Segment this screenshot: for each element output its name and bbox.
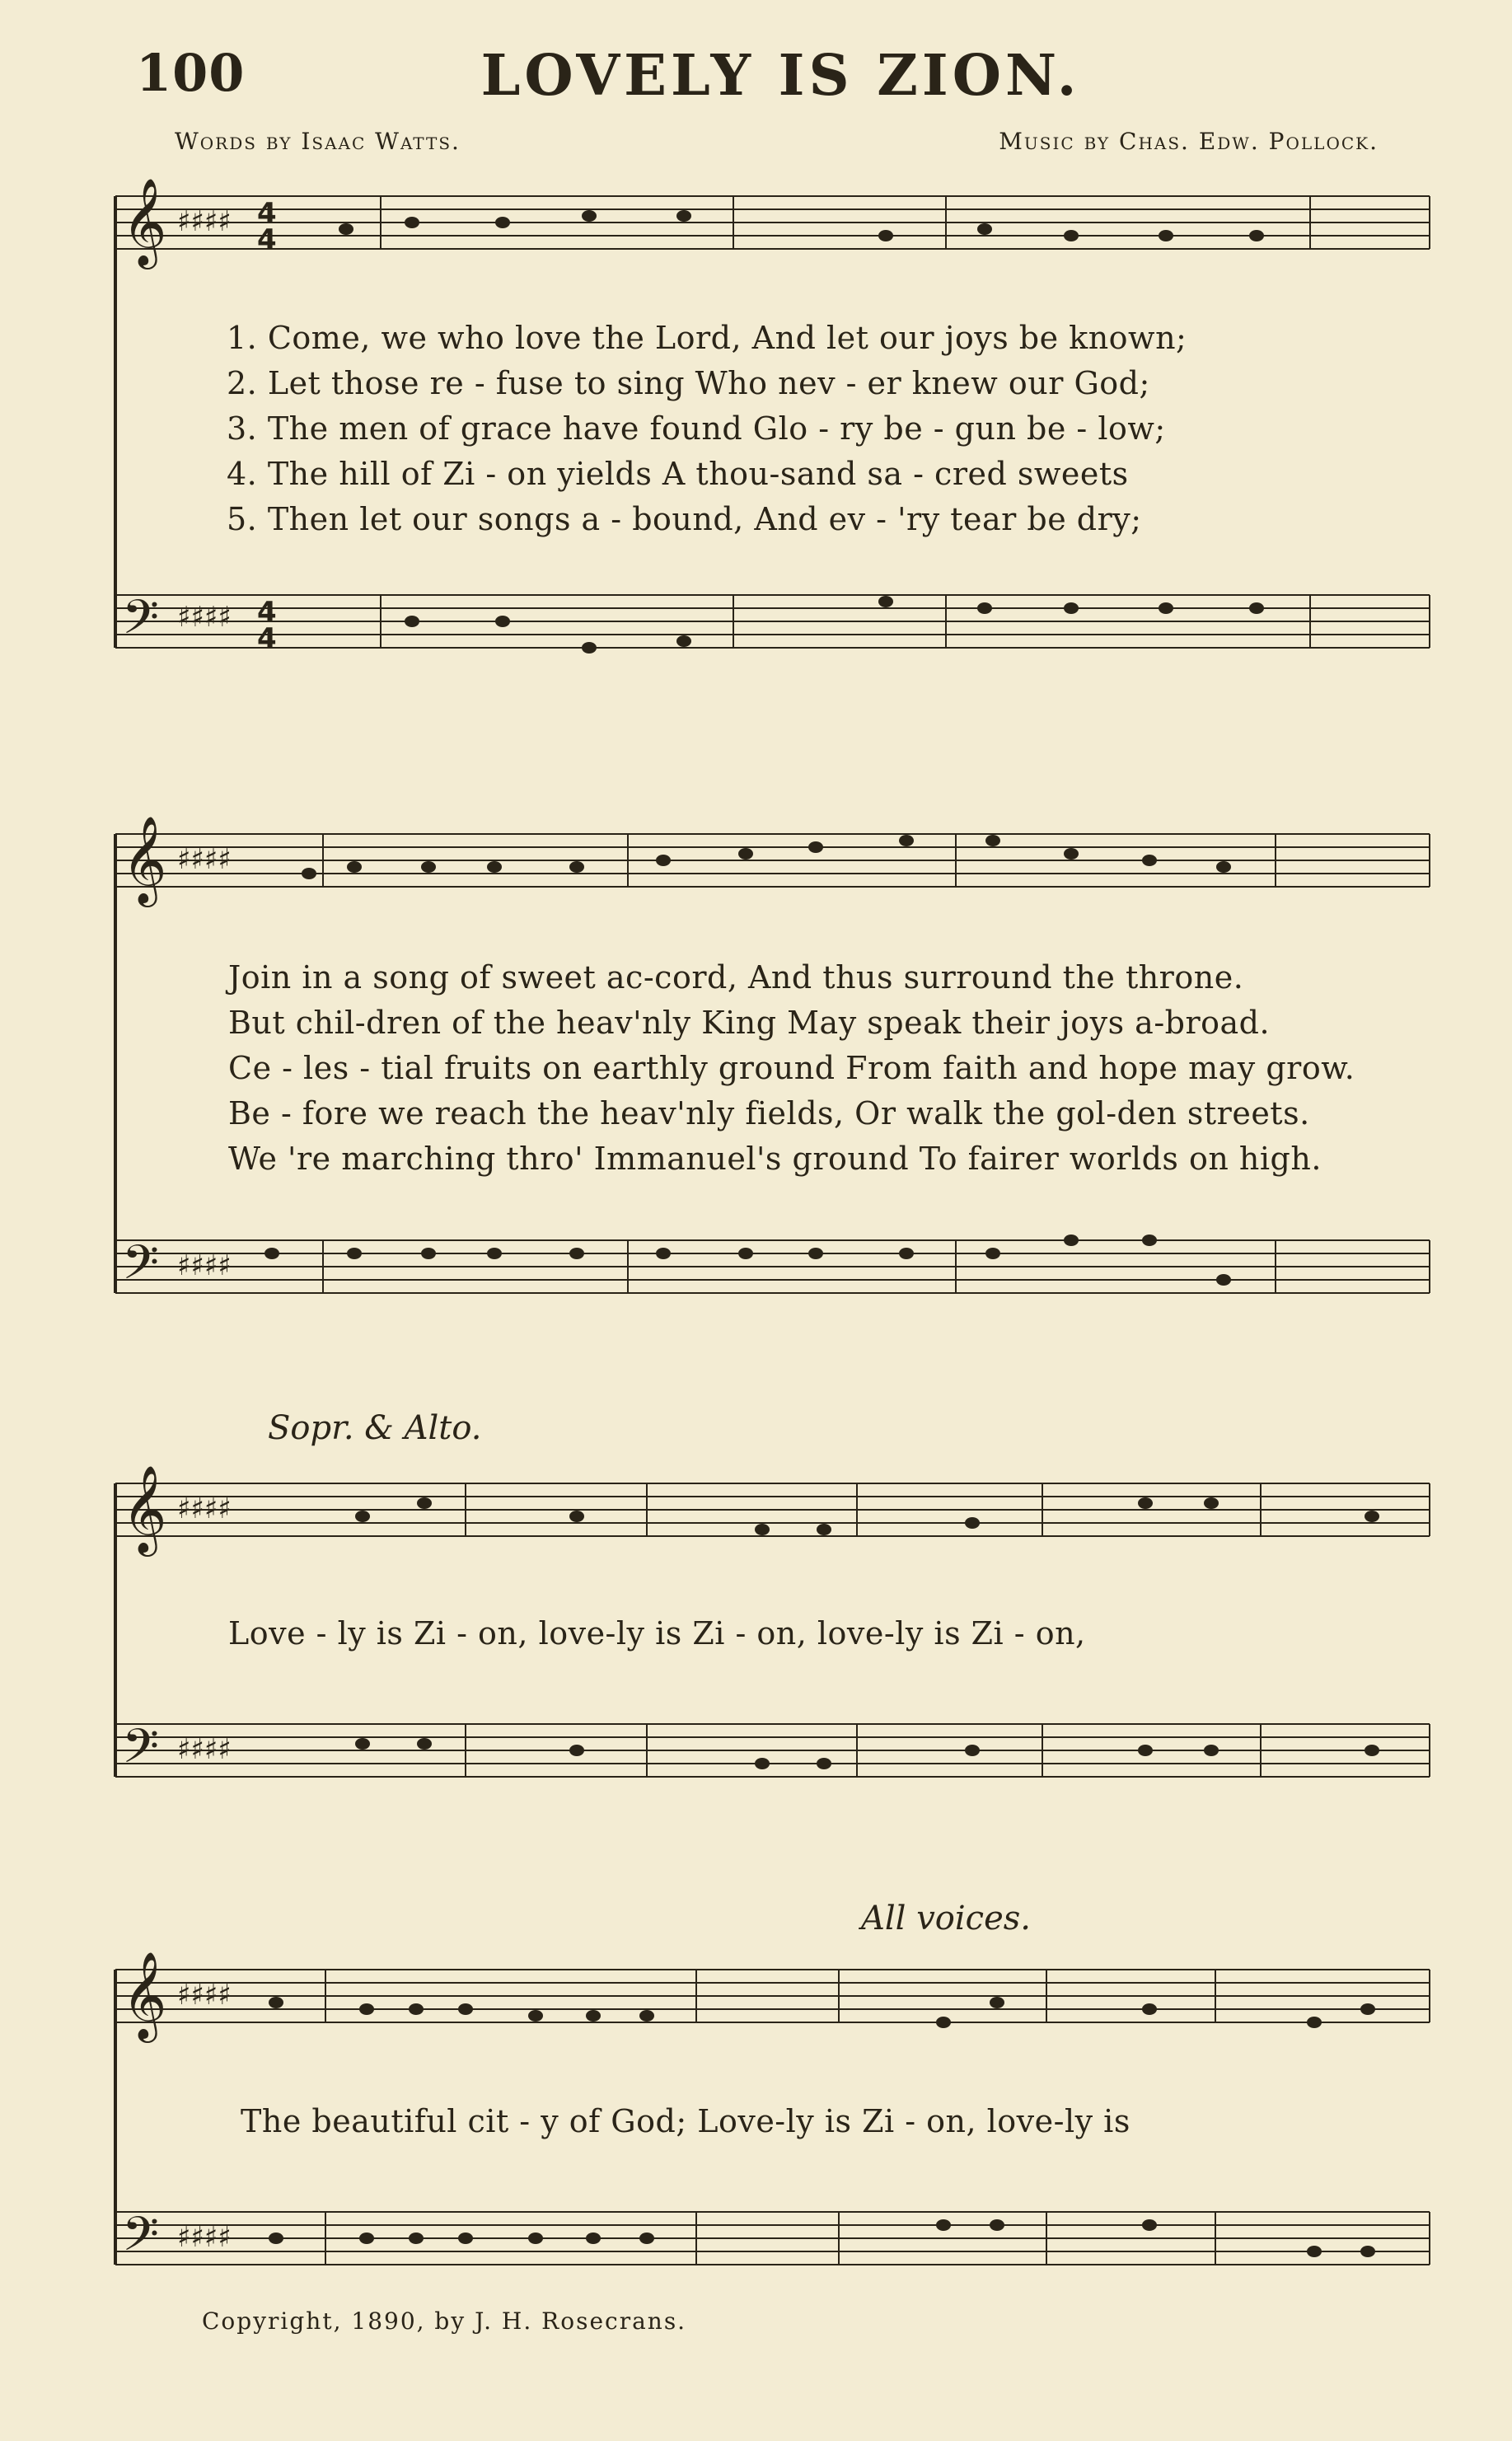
svg-text:𝄢: 𝄢 — [122, 1235, 160, 1302]
treble-clef-icon: 𝄞 — [122, 177, 167, 265]
svg-text:4: 4 — [257, 622, 277, 655]
system-3-treble-staff — [115, 1483, 1430, 1536]
verse-line-3b: Ce - les - tial fruits on earthly ground From faith and hope may grow. — [228, 1050, 1355, 1086]
system-1-bass-staff — [115, 595, 1430, 648]
svg-text:4: 4 — [257, 197, 277, 230]
system-4-bass-staff — [115, 2212, 1430, 2265]
system-4-treble-staff — [115, 1970, 1430, 2022]
verse-line-4b: Be - fore we reach the heav'nly fields, Or walk the gol-den streets. — [228, 1095, 1310, 1131]
refrain-line-2: The beautiful cit - y of God; Love-ly is Zi - on, love-ly is — [241, 2103, 1130, 2139]
svg-text:4: 4 — [257, 596, 277, 629]
svg-text:𝄞: 𝄞 — [122, 1951, 167, 2039]
bass-clef-icon: 𝄢 — [122, 589, 160, 657]
verse-line-2b: But chil-dren of the heav'nly King May speak their joys a-broad. — [228, 1005, 1271, 1041]
verse-line-5b: We 're marching thro' Immanuel's ground To fairer worlds on high. — [228, 1141, 1322, 1177]
verse-line-1a: 1. Come, we who love the Lord, And let our joys be known; — [227, 320, 1187, 356]
words-credit: Words by Isaac Watts. — [175, 128, 461, 155]
svg-text:4: 4 — [257, 223, 277, 256]
svg-text:𝄢: 𝄢 — [122, 2206, 160, 2274]
svg-text:♯♯♯♯: ♯♯♯♯ — [177, 205, 232, 238]
svg-text:♯♯♯♯: ♯♯♯♯ — [177, 1492, 232, 1525]
system-1-treble-staff — [115, 196, 1430, 249]
svg-text:♯♯♯♯: ♯♯♯♯ — [177, 601, 232, 634]
refrain-line-1: Love - ly is Zi - on, love-ly is Zi - on, love-ly is Zi - on, — [228, 1615, 1086, 1652]
music-credit: Music by Chas. Edw. Pollock. — [999, 128, 1379, 155]
svg-text:𝄞: 𝄞 — [122, 815, 167, 903]
system-3-bass-staff — [115, 1724, 1430, 1777]
svg-text:♯♯♯♯: ♯♯♯♯ — [177, 1733, 232, 1766]
verse-line-3a: 3. The men of grace have found Glo - ry be - gun be - low; — [227, 410, 1166, 447]
verse-line-2a: 2. Let those re - fuse to sing Who nev - er knew our God; — [227, 365, 1150, 401]
svg-text:♯♯♯♯: ♯♯♯♯ — [177, 1979, 232, 2012]
page-number: 100 — [136, 43, 246, 103]
hymn-title: LOVELY IS ZION. — [480, 43, 1081, 109]
all-voices-label: All voices. — [861, 1900, 1031, 1937]
svg-text:♯♯♯♯: ♯♯♯♯ — [177, 1249, 232, 1282]
svg-text:𝄢: 𝄢 — [122, 1718, 160, 1786]
verse-line-5a: 5. Then let our songs a - bound, And ev - 'ry tear be dry; — [227, 501, 1142, 537]
verse-line-1b: Join in a song of sweet ac-cord, And thus surround the throne. — [228, 959, 1244, 996]
svg-text:𝄞: 𝄞 — [122, 1464, 167, 1553]
svg-text:♯♯♯♯: ♯♯♯♯ — [177, 2221, 232, 2254]
copyright-notice: Copyright, 1890, by J. H. Rosecrans. — [202, 2307, 687, 2335]
system-2-bass-staff — [115, 1240, 1430, 1293]
system-2-treble-staff — [115, 834, 1430, 887]
verse-line-4a: 4. The hill of Zi - on yields A thou-sand sa - cred sweets — [227, 456, 1129, 492]
svg-text:♯♯♯♯: ♯♯♯♯ — [177, 843, 232, 876]
sopr-alto-label: Sopr. & Alto. — [268, 1409, 482, 1447]
